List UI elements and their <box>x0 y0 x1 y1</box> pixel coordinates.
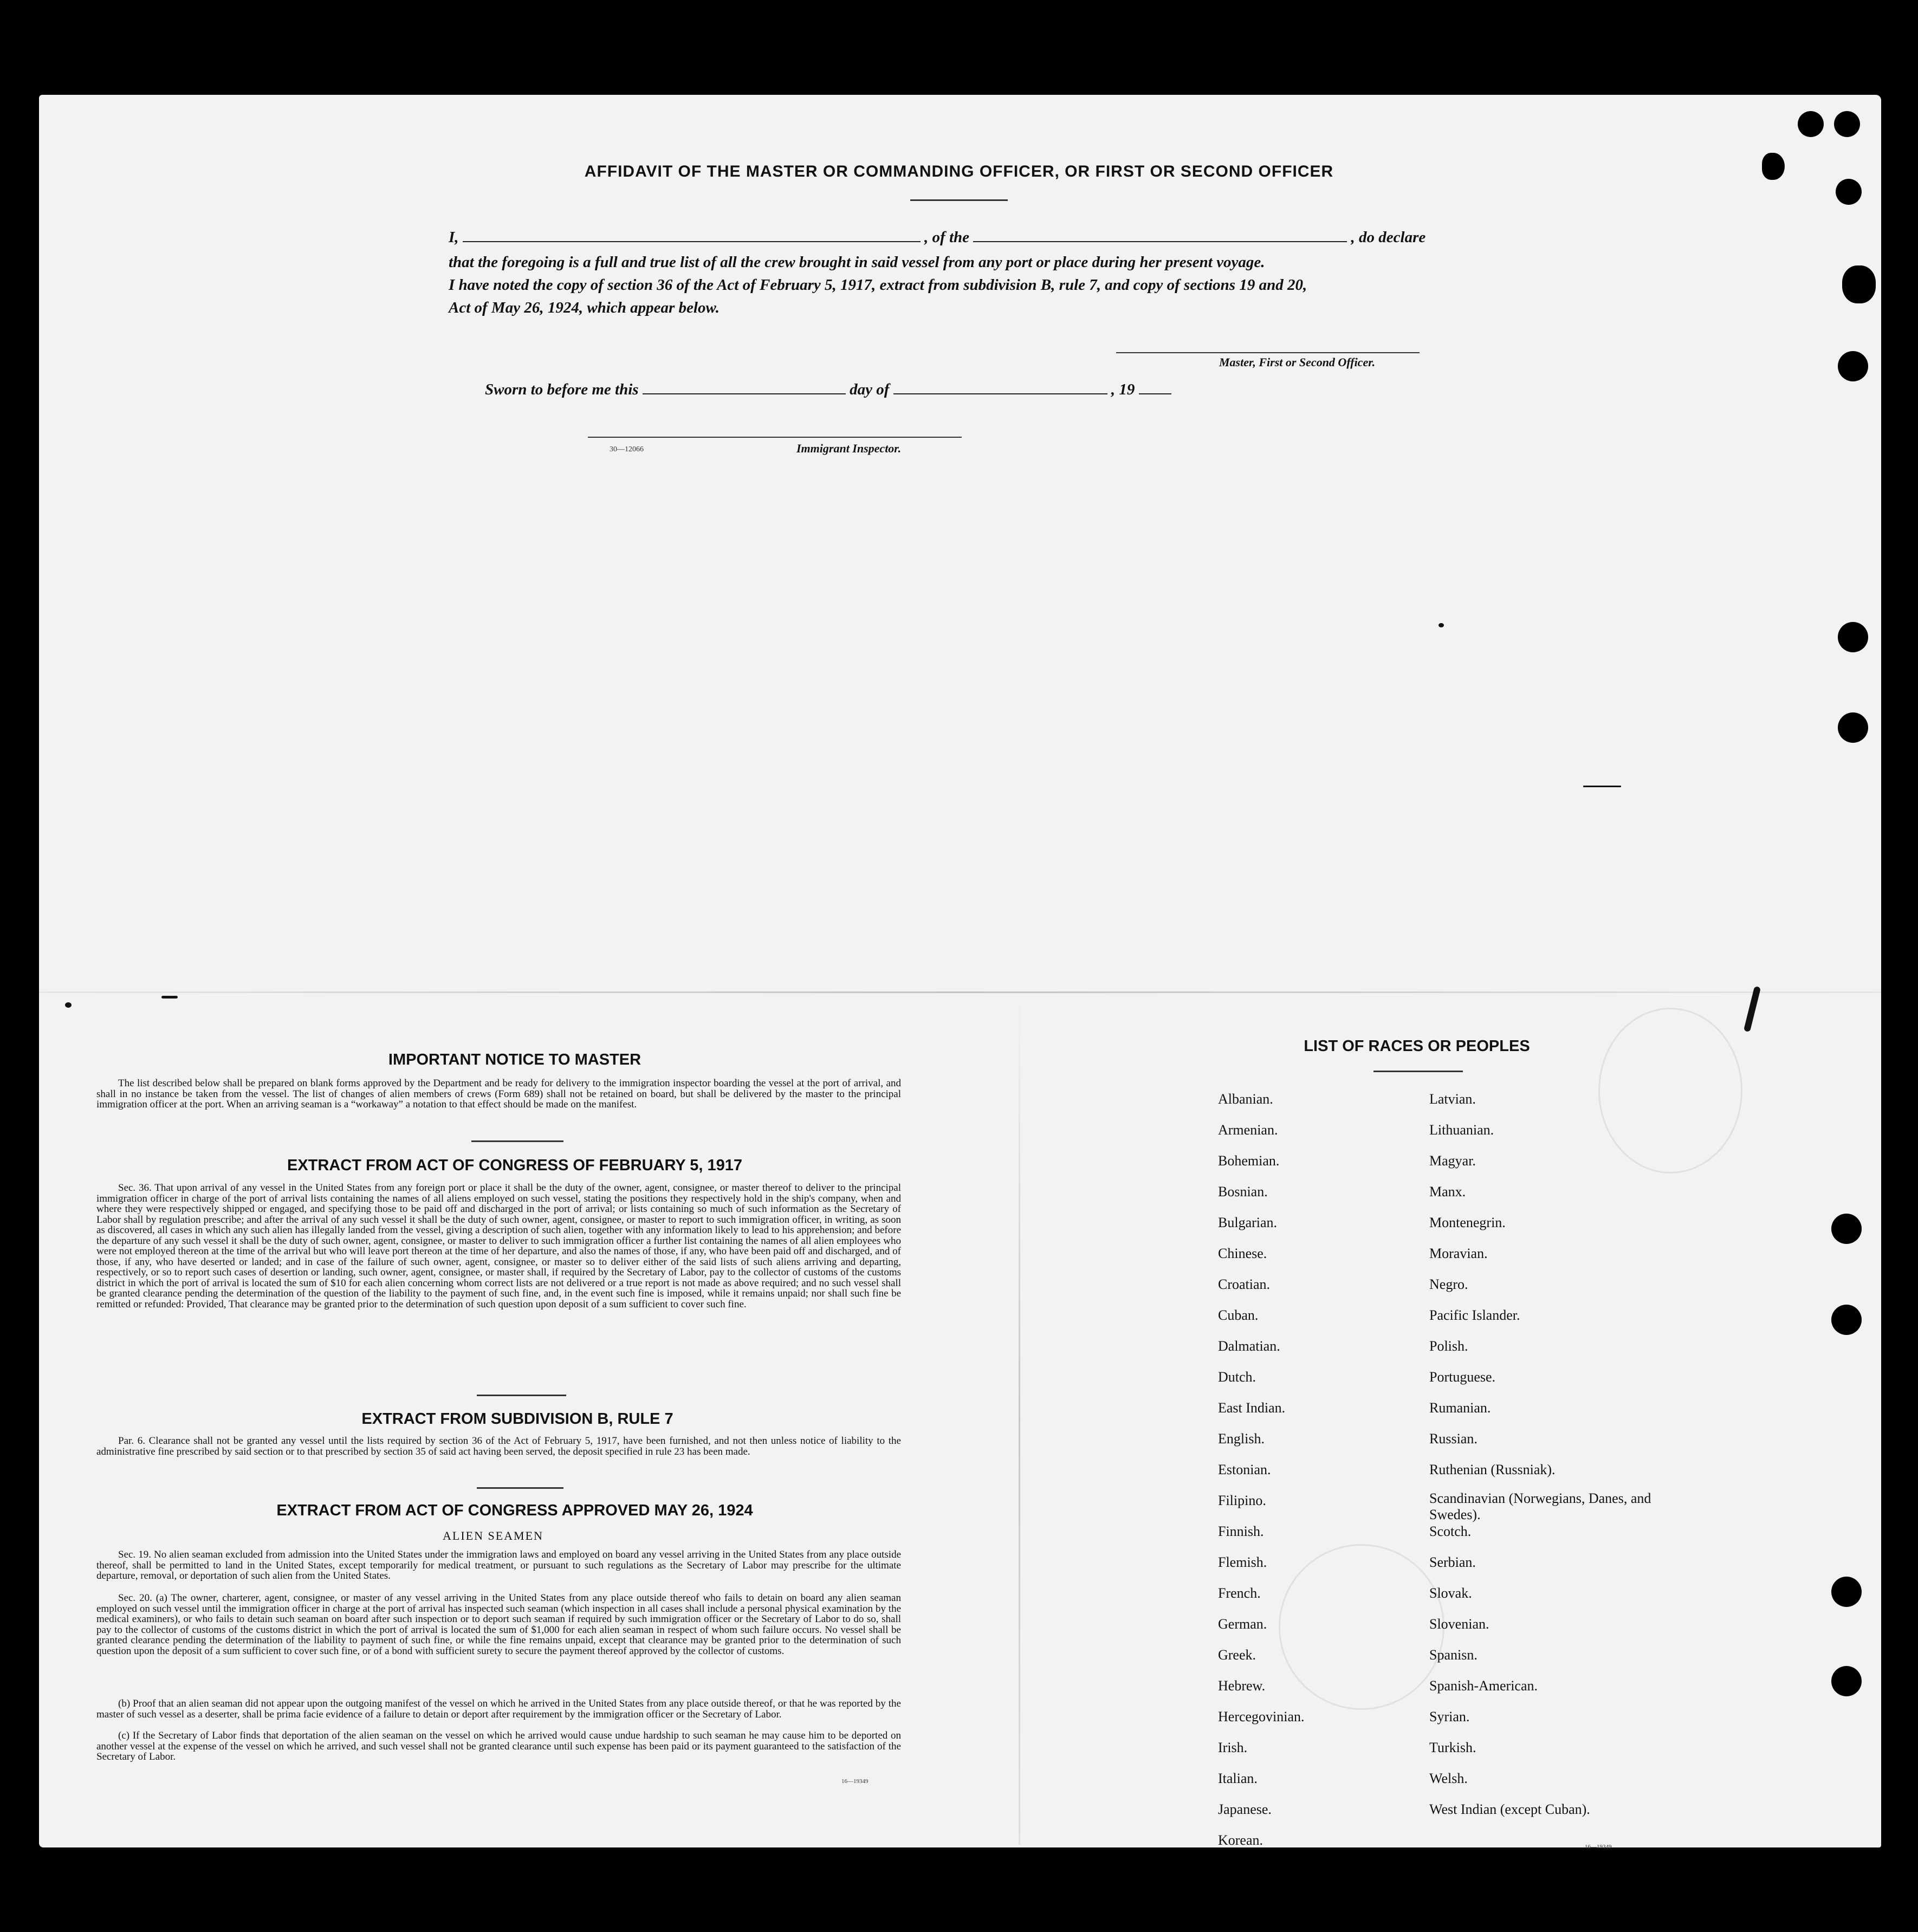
ink-speck <box>65 1002 72 1008</box>
name-blank <box>463 229 921 242</box>
race-item: Syrian. <box>1429 1709 1470 1724</box>
vessel-blank <box>973 229 1347 242</box>
extract-1924-sec20b: (b) Proof that an alien seaman did not appear upon the outgoing manifest of the vessel on which he arrived in the United States from any place outside thereof, or that he was reported by the master of such vessel as a deserter, shall be prima facie evidence of a failure to detain or deport after requirement by the immigration officer or the Secretary of Labor. <box>96 1698 901 1720</box>
sworn-month-blank <box>893 381 1107 394</box>
extract-1924-title: EXTRACT FROM ACT OF CONGRESS APPROVED MAY 26, 1924 <box>276 1502 753 1519</box>
punch-hole <box>1836 179 1862 205</box>
extract-1924-sec20a: Sec. 20. (a) The owner, charterer, agent, consignee, or master of any vessel arriving in the United States from any place outside thereof who fails to detain on board any alien seaman employed on such vessel until the immigration officer in charge at the port of arrival has inspected such seaman (which inspection in all cases shall include a personal physical examination by the medical examiners), or who fails to detain such seaman on board after such inspection or to deport such seaman if required by such immigration officer or the Secretary of Labor to do so, shall pay to the collector of customs of the customs district in which the port of arrival is located the sum of $1,000 for each alien seaman in respect of whom such failure occurs. No vessel shall be granted clearance pending the determination of the liability to payment of such fine, or while the fine remains unpaid, except that clearance may be granted prior to the determination of such question upon the deposit of a sum sufficient to cover such fine, or of a bond with sufficient surety to secure the payment thereof approved by the collector of customs. <box>96 1592 901 1657</box>
races-column-2 <box>1429 1084 1657 1825</box>
race-item: Greek. <box>1218 1647 1256 1663</box>
race-item: Scotch. <box>1429 1523 1472 1539</box>
notice-body: The list described below shall be prepared on blank forms approved by the Department and be ready for delivery to the immigration inspector boarding the vessel at the port of arrival, and shall in no instance be taken from the vessel. The list of changes of alien members of crews (Form 689) shall not be retained on board, but shall be delivered by the master to the principal immigration officer at the port. When an arriving seaman is a “workaway” a notation to that effect should be made on the manifest. <box>96 1078 901 1110</box>
sworn-day-blank <box>643 381 846 394</box>
affidavit-title: AFFIDAVIT OF THE MASTER OR COMMANDING OFFICER, OR FIRST OR SECOND OFFICER <box>584 163 1334 180</box>
sworn-line <box>485 381 1171 399</box>
race-item: Bulgarian. <box>1218 1215 1278 1230</box>
punch-hole <box>1838 712 1868 743</box>
race-item: Pacific Islander. <box>1429 1307 1520 1323</box>
punch-hole <box>1831 1577 1862 1607</box>
extract-1924-sec19: Sec. 19. No alien seaman excluded from admission into the United States under the immigration laws and employed on board any vessel arriving in the United States from any place outside thereof, shall be permitted to land in the United States, except temporarily for medical treatment, or pursuant to such regulations as the Secretary of Labor may prescribe for the ultimate departure, removal, or deportation of such alien from the United States. <box>96 1549 901 1581</box>
punch-hole <box>1842 265 1876 303</box>
race-item: Finnish. <box>1218 1523 1264 1539</box>
inspector-label: Immigrant Inspector. <box>796 442 902 455</box>
ink-speck <box>1583 786 1621 787</box>
affidavit-line-3: I have noted the copy of section 36 of the Act of February 5, 1917, extract from subdivision B, rule 7, and copy of sections 19 and 20, <box>449 276 1307 294</box>
race-item: Turkish. <box>1429 1740 1476 1755</box>
races-title: LIST OF RACES OR PEOPLES <box>1304 1038 1530 1055</box>
race-item: French. <box>1218 1585 1261 1601</box>
sworn-day-of: day of <box>850 381 890 398</box>
race-item: Welsh. <box>1429 1771 1468 1786</box>
race-item: Croatian. <box>1218 1276 1271 1292</box>
notice-title: IMPORTANT NOTICE TO MASTER <box>388 1051 642 1068</box>
title-rule <box>910 199 1008 201</box>
section-separator <box>477 1395 566 1396</box>
affidavit-i: I, <box>449 229 459 246</box>
race-item: East Indian. <box>1218 1400 1286 1416</box>
extract-rule7-body: Par. 6. Clearance shall not be granted any vessel until the lists required by section 36 of the Act of February 5, 1917, have been furnished, and not then unless notice of liability to the administrative fine prescribed by said section or to that prescribed by section 35 of said act having been served, the deposit specified in rule 23 has been made. <box>96 1435 901 1457</box>
punch-hole <box>1798 111 1824 137</box>
race-item: Flemish. <box>1218 1554 1267 1570</box>
race-item: Estonian. <box>1218 1462 1271 1477</box>
race-item: Moravian. <box>1429 1246 1488 1261</box>
extract-1917-title: EXTRACT FROM ACT OF CONGRESS OF FEBRUARY 5, 1917 <box>287 1157 743 1174</box>
race-item: Hercegovinian. <box>1218 1709 1305 1724</box>
punch-hole <box>1831 1214 1862 1244</box>
race-item: Hebrew. <box>1218 1678 1266 1694</box>
race-item: Albanian. <box>1218 1091 1273 1107</box>
affidavit-of-the: , of the <box>924 229 970 246</box>
punch-hole <box>1831 1305 1862 1335</box>
inspector-form-code: 30—12066 <box>610 445 644 453</box>
race-item: Chinese. <box>1218 1246 1267 1261</box>
race-item: Armenian. <box>1218 1122 1278 1138</box>
punch-hole <box>1762 153 1785 180</box>
section-separator <box>477 1487 563 1489</box>
race-item: Korean. <box>1218 1832 1263 1848</box>
race-item: Scandinavian (Norwegians, Danes, and Swedes). <box>1429 1490 1651 1522</box>
race-item: Irish. <box>1218 1740 1248 1755</box>
form-number-left: 16—19349 <box>841 1778 869 1785</box>
race-item: Cuban. <box>1218 1307 1259 1323</box>
alien-seamen-subtitle: ALIEN SEAMEN <box>443 1529 543 1542</box>
race-item: English. <box>1218 1431 1265 1447</box>
extract-1924-sec20c: (c) If the Secretary of Labor finds that deportation of the alien seaman on the vessel on which he arrived would cause undue hardship to such seaman he may cause him to be deported on another vessel at the expense of the vessel on which he arrived, and such vessel shall not be granted clearance until such expense has been paid or its payment guaranteed to the satisfaction of the Secretary of Labor. <box>96 1730 901 1762</box>
race-item: Bosnian. <box>1218 1184 1268 1200</box>
race-item: Negro. <box>1429 1276 1468 1292</box>
race-item: Japanese. <box>1218 1801 1272 1817</box>
races-column-1 <box>1218 1084 1305 1856</box>
race-item: Bohemian. <box>1218 1153 1280 1169</box>
race-item: Lithuanian. <box>1429 1122 1494 1138</box>
punch-hole <box>1838 351 1868 381</box>
race-item: Russian. <box>1429 1431 1478 1447</box>
vertical-fold <box>1019 991 1020 1845</box>
affidavit-line-1 <box>449 229 1425 247</box>
extract-rule7-title: EXTRACT FROM SUBDIVISION B, RULE 7 <box>361 1410 673 1428</box>
horizontal-fold <box>39 991 1881 993</box>
form-number-right: 16—19349 <box>1585 1844 1612 1850</box>
race-item: Rumanian. <box>1429 1400 1491 1416</box>
punch-hole <box>1838 622 1868 652</box>
race-item: Slovenian. <box>1429 1616 1489 1632</box>
races-title-rule <box>1373 1071 1463 1072</box>
affidavit-line-4: Act of May 26, 1924, which appear below. <box>449 299 720 316</box>
race-item: Magyar. <box>1429 1153 1476 1169</box>
race-item: Portuguese. <box>1429 1369 1496 1385</box>
ink-speck <box>161 996 178 999</box>
punch-hole <box>1834 111 1860 137</box>
affidavit-do-declare: , do declare <box>1351 229 1426 246</box>
race-item: Ruthenian (Russniak). <box>1429 1462 1556 1477</box>
section-separator <box>471 1140 563 1142</box>
race-item: Italian. <box>1218 1771 1258 1786</box>
race-item: Dalmatian. <box>1218 1338 1280 1354</box>
sworn-year: , 19 <box>1111 381 1135 398</box>
race-item: Manx. <box>1429 1184 1466 1200</box>
race-item: German. <box>1218 1616 1267 1632</box>
race-item: Spanish-American. <box>1429 1678 1538 1694</box>
master-signature-label: Master, First or Second Officer. <box>1219 355 1376 369</box>
ink-speck <box>1438 623 1444 627</box>
master-signature-line <box>1116 352 1420 353</box>
affidavit-line-2: that the foregoing is a full and true list of all the crew brought in said vessel from any port or place during her present voyage. <box>449 254 1265 271</box>
race-item: Serbian. <box>1429 1554 1476 1570</box>
sworn-year-blank <box>1139 381 1171 394</box>
punch-hole <box>1831 1666 1862 1696</box>
sworn-prefix: Sworn to before me this <box>485 381 639 398</box>
race-item: Slovak. <box>1429 1585 1472 1601</box>
race-item: Filipino. <box>1218 1493 1266 1508</box>
race-item: Spanisn. <box>1429 1647 1478 1663</box>
extract-1917-body: Sec. 36. That upon arrival of any vessel in the United States from any foreign port or place it shall be the duty of the owner, agent, consignee, or master thereof to deliver to the principal immigration officer in charge of the port of arrival lists containing the names of all aliens employed on such vessel, stating the positions they respectively hold in the ship's company, when and where they were respectively shipped or engaged, and specifying those to be paid off and discharged in the port of arrival; or lists containing so much of such information as the Secretary of Labor shall by regulation prescribe; and after the arrival of any such vessel it shall be the duty of such owner, agent, consignee, or master to report to such immigration officer, in writing, as soon as discovered, all cases in which any such alien has illegally landed from the vessel, giving a description of such alien, together with any information likely to lead to his apprehension; and before the departure of any such vessel it shall be the duty of such owner, agent, consignee, or master to deliver to such immigration officer a further list containing the names of all alien employees who were not employed thereon at the time of the arrival but who will leave port thereon at the time of her departure, and also the names of those, if any, who have been paid off and discharged, and of those, if any, who have deserted or landed; and in case of the failure of such owner, agent, consignee, or master so to deliver either of the said lists of such aliens arriving and departing, respectively, or so to report such cases of desertion or landing, such owner, agent, consignee, or master shall, if required by the Secretary of Labor, pay to the collector of customs of the customs district in which the port of arrival is located the sum of $10 for each alien concerning whom correct lists are not delivered or a true report is not made as above required; and no such vessel shall be granted clearance pending the determination of the question of the liability to the payment of such fine, and, in the event such fine is imposed, while it remains unpaid; nor shall such fine be remitted or refunded: Provided, That clearance may be granted prior to the determination of such question upon deposit of a sum sufficient to cover such fine. <box>96 1182 901 1310</box>
race-item: West Indian (except Cuban). <box>1429 1801 1590 1817</box>
race-item: Latvian. <box>1429 1091 1476 1107</box>
race-item: Polish. <box>1429 1338 1468 1354</box>
race-item: Dutch. <box>1218 1369 1256 1385</box>
inspector-signature-line <box>588 437 962 438</box>
race-item: Montenegrin. <box>1429 1215 1506 1230</box>
